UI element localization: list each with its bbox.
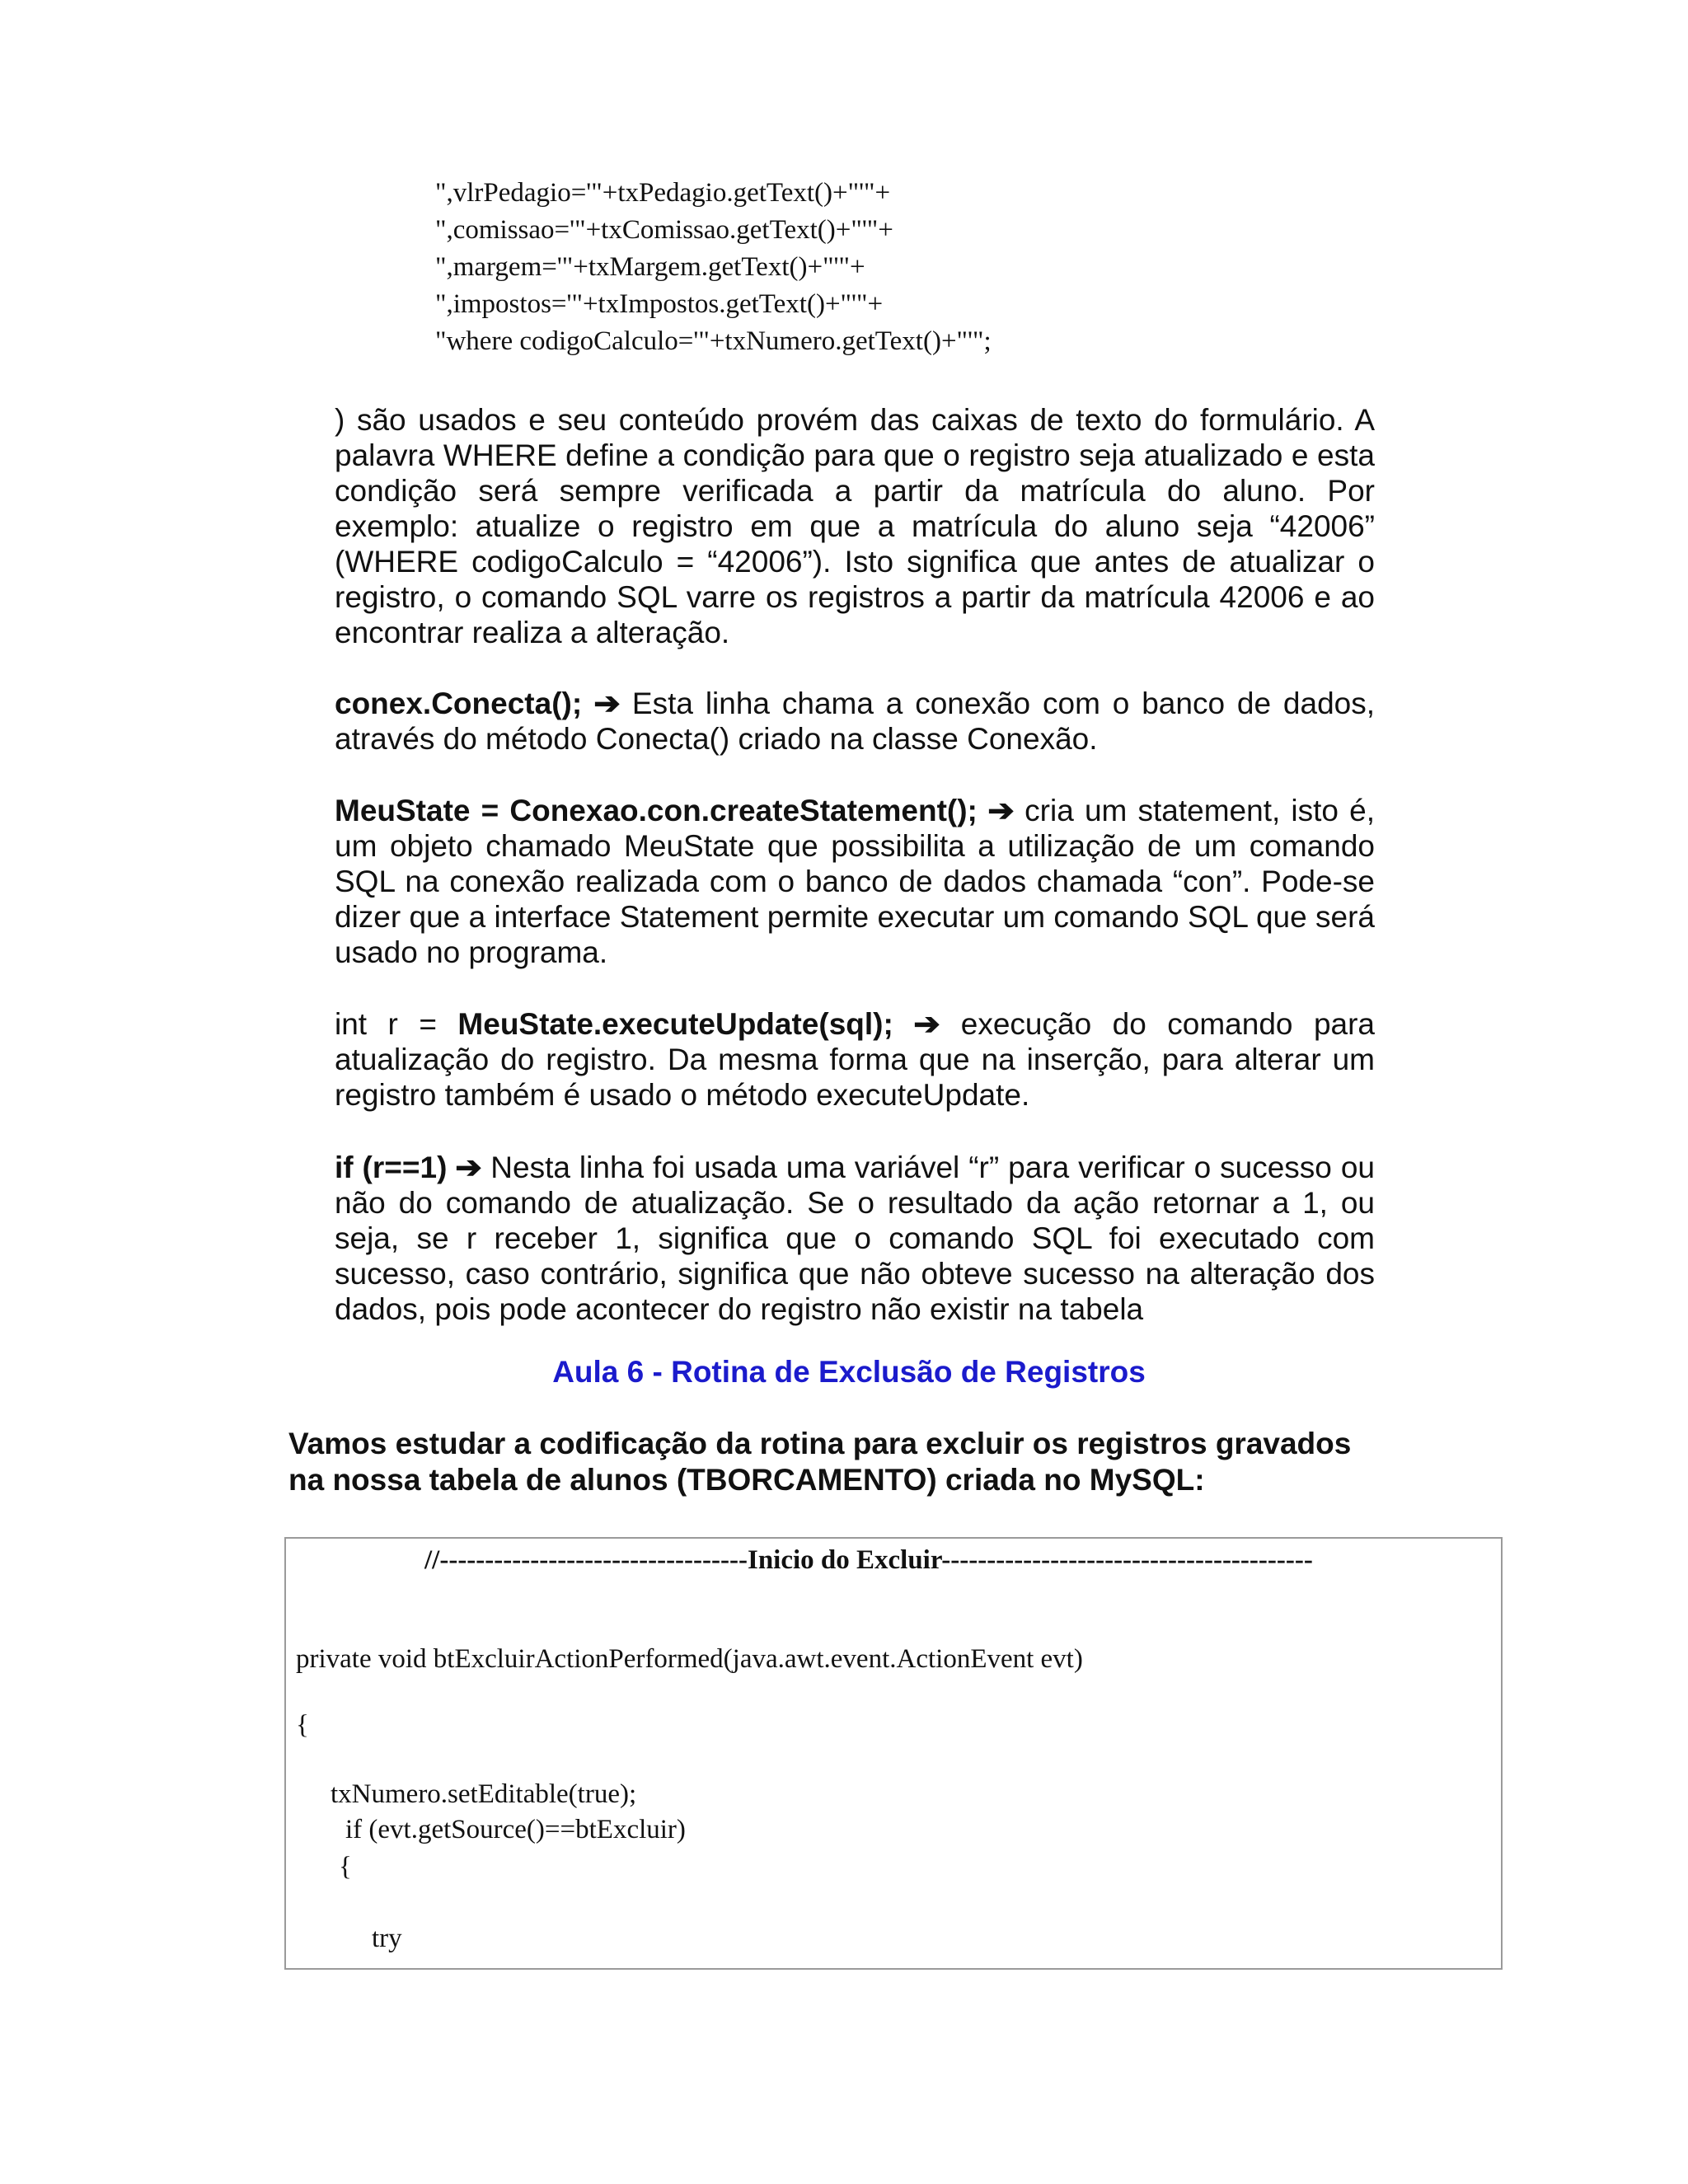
paragraph-where-explanation: ) são usados e seu conteúdo provém das caixas de texto do formulário. A palavra WHERE define a condição para que o registro seja atualizado e esta condição será sempre verificada a partir da matrícula do aluno. Por exemplo: atualize o registro em que a matrícula do aluno seja “42006” (WHERE codigoCalculo = “42006”). Isto significa que antes de atualizar o registro, o comando SQL varre os registros a partir da matrícula 42006 e ao encontrar realiza a alteração. bbox=[335, 403, 1375, 649]
code-line: private void btExcluirActionPerformed(java.awt.event.ActionEvent evt) bbox=[296, 1644, 1083, 1674]
code-prefix: int r = bbox=[335, 1007, 458, 1041]
section-heading bbox=[0, 1354, 1688, 1390]
intro-paragraph: Vamos estudar a codificação da rotina para excluir os registros gravados na nossa tabela de alunos (TBORCAMENTO) criada no MySQL: bbox=[288, 1427, 1352, 1497]
code-box bbox=[284, 1537, 1503, 1970]
paragraph-text: cria um statement, isto é, um objeto chamado MeuState que possibilita a utilização de um comando SQL na conexão realizada com o banco de dados chamada “con”. Pode-se dizer que a interface Statement permite executar um comando SQL que será usado no programa. bbox=[335, 794, 1375, 969]
sql-code-snippet bbox=[435, 175, 992, 360]
code-line: { bbox=[296, 1710, 309, 1740]
arrow-icon: ➔ bbox=[455, 1151, 483, 1184]
arrow-icon: ➔ bbox=[987, 794, 1015, 827]
paragraph-text: execução do comando para atualização do registro. Da mesma forma que na inserção, para alterar um registro também é usado o método executeUpdate. bbox=[335, 1007, 1375, 1112]
paragraph-text: Nesta linha foi usada uma variável “r” para verificar o sucesso ou não do comando de atualização. Se o resultado da ação retornar a 1, ou seja, se r receber 1, significa que o comando SQL foi executado com sucesso, caso contrário, significa que não obteve sucesso na alteração dos dados, pois pode acontecer do registro não existir na tabela bbox=[335, 1151, 1375, 1326]
code-line: txNumero.setEditable(true); bbox=[331, 1779, 637, 1809]
arrow-icon: ➔ bbox=[593, 687, 621, 720]
code-line: try bbox=[372, 1924, 402, 1953]
paragraph-create-statement bbox=[335, 793, 1375, 970]
code-line: { bbox=[339, 1852, 352, 1882]
paragraph-text: Esta linha chama a conexão com o banco de dados, através do método Conecta() criado na classe Conexão. bbox=[335, 687, 1376, 756]
code-line: ",margem='"+txMargem.getText()+"'"+ bbox=[435, 252, 865, 282]
code-term: if (r==1) bbox=[335, 1151, 448, 1184]
code-term: MeuState.executeUpdate(sql); bbox=[457, 1007, 893, 1041]
section-heading-text: Aula 6 - Rotina de Exclusão de Registros bbox=[552, 1355, 1146, 1389]
code-line: ",vlrPedagio='"+txPedagio.getText()+"'"+ bbox=[435, 178, 891, 208]
paragraph-conecta bbox=[335, 686, 1375, 757]
paragraph-if-check bbox=[335, 1150, 1375, 1327]
code-line: "where codigoCalculo='"+txNumero.getText()+"'"; bbox=[435, 326, 992, 356]
code-line: ",impostos='"+txImpostos.getText()+"'"+ bbox=[435, 289, 884, 319]
code-line: if (evt.getSource()==btExcluir) bbox=[345, 1815, 686, 1844]
code-term: conex.Conecta(); bbox=[335, 687, 583, 720]
arrow-icon: ➔ bbox=[913, 1007, 941, 1041]
code-term: MeuState = Conexao.con.createStatement(); bbox=[335, 794, 978, 827]
code-box-header: //----------------------------------Inicio do Excluir----------------------------------------- bbox=[424, 1545, 1313, 1575]
paragraph-execute-update bbox=[335, 1006, 1375, 1113]
code-line: ",comissao='"+txComissao.getText()+"'"+ bbox=[435, 215, 893, 245]
